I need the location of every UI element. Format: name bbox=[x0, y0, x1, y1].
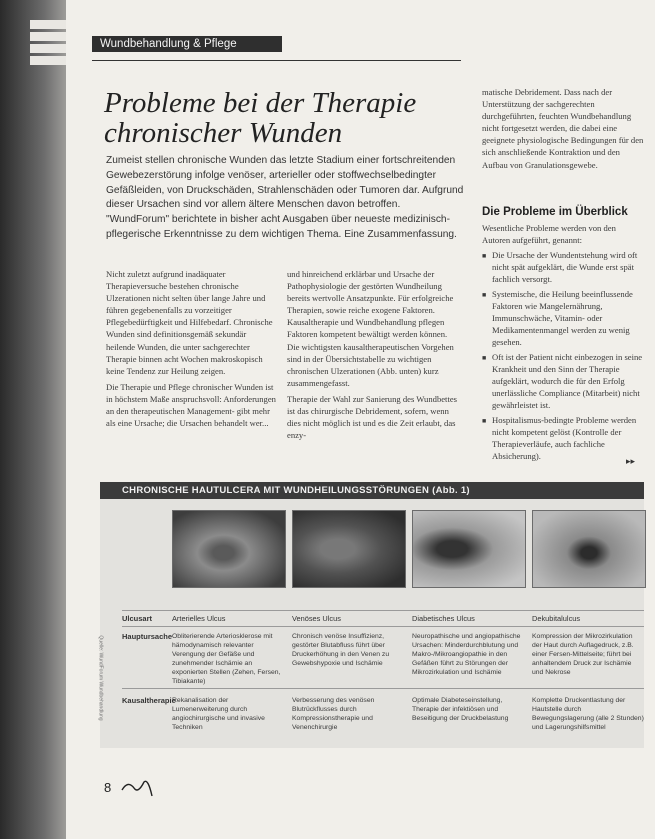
row-label-therapy: Kausaltherapie bbox=[122, 696, 176, 705]
ulcer-photo-decubitus bbox=[532, 510, 646, 588]
ulcer-photo-arterial bbox=[172, 510, 286, 588]
column-header: Arterielles Ulcus bbox=[172, 614, 226, 623]
figure-title bbox=[122, 482, 470, 499]
list-intro: Wesentliche Probleme werden von den Autoren aufgeführt, genannt: bbox=[482, 223, 616, 245]
body-column-1 bbox=[106, 268, 276, 433]
header-rule bbox=[92, 60, 461, 61]
list-item: ■ Systemische, die Heilung beeinflussende Faktoren wie Mangelernährung, Immunschwäche, Vitamin- oder Medikamentenmangel werden zu wenig gesehen. bbox=[492, 288, 644, 348]
list-item: ■ Oft ist der Patient nicht einbezogen in seine Krankheit und den Sinn der Therapie aufgeklärt, wodurch die für den Erfolg unerlässliche Compliance (Mitarbeit) nicht gewährleistet ist. bbox=[492, 351, 644, 411]
body-paragraph: Nicht zuletzt aufgrund inadäquater Therapieversuche bestehen chronische Ulzerationen nicht selten über lange Jahre und führen gegebenenfalls zu vorzeitiger Pflegebedürftigkeit und Hilfebedarf. Chronische Wunden sind definitionsgemäß sekundär heilende Wunden, die unter sachgerechter Therapie binnen acht Wochen makroskopisch keine Tendenz zur Heilung zeigen. bbox=[106, 269, 273, 376]
table-cell: Chronisch venöse Insuffizienz, gestörter Blutabfluss führt über Druckerhöhung in den Venen zu Gewebshypoxie und Ischämie bbox=[292, 633, 390, 667]
row-label-type: Ulcusart bbox=[122, 614, 153, 623]
title-line-1: Probleme bei der Therapie bbox=[104, 87, 417, 119]
body-column-3 bbox=[482, 86, 644, 175]
figure-title-text: CHRONISCHE HAUTULCERA MIT WUNDHEILUNGSSTÖRUNGEN bbox=[122, 485, 430, 496]
table-cell: Verbesserung des venösen Blutrückflusses durch Kompressionstherapie und Venenchirurgie bbox=[292, 697, 375, 731]
table-cell: Komplette Druckentlastung der Hautstelle durch Bewegungslagerung (alle 2 Stunden) und Lagerungshilfsmittel bbox=[532, 697, 644, 731]
pen-mark-icon bbox=[118, 776, 158, 800]
lead-paragraph: Zumeist stellen chronische Wunden das letzte Stadium einer fortschreitenden Gewebezerstörung infolge venöser, arterieller oder stoffwechselbedingter Gefäßleiden, von Druckschäden, Strahlenschäden oder Tumoren dar. Aufgrund dieser Ursachen sind vor allem ältere Menschen davon betroffen. "WundForum" berichtete in bisher acht Ausgaben über neueste medizinisch-pflegerische Erkenntnisse zu dem wichtigen Thema. Eine Zusammenfassung. bbox=[106, 155, 464, 240]
column-header: Venöses Ulcus bbox=[292, 614, 341, 623]
list-item: ■ Hospitalismus-bedingte Probleme werden nicht kompetent gelöst (Kontrolle der Therapieverläufe, auch fachliche Absicherung). bbox=[492, 414, 644, 462]
side-note-text: Quelle: WundForum Wundbehandlung bbox=[97, 635, 104, 721]
problem-list bbox=[482, 222, 644, 465]
column-header: Dekubitalulcus bbox=[532, 614, 581, 623]
figure-side-note bbox=[97, 630, 112, 730]
page-number: 8 bbox=[104, 780, 112, 795]
table-divider bbox=[122, 626, 644, 627]
section-label: Wundbehandlung & Pflege bbox=[100, 38, 237, 50]
figure-title-suffix: (Abb. 1) bbox=[432, 485, 470, 496]
table-cell: Kompression der Mikrozirkulation der Haut durch Auflagedruck, z.B. einer Fersen-Mittelseite; führt bei anhaltendem Druck zur Ischämie und Nekrose bbox=[532, 633, 634, 676]
list-item: ■ Die Ursache der Wundentstehung wird oft nicht spät aufgeklärt, die Wunde erst spät fachlich versorgt. bbox=[492, 249, 644, 285]
table-divider bbox=[122, 610, 644, 611]
table-cell: Optimale Diabeteseinstellung, Therapie der infektiösen und Beseitigung der Druckbelastung bbox=[412, 697, 509, 722]
title-line-2: chronischer Wunden bbox=[104, 117, 343, 149]
ulcer-photo-diabetic bbox=[412, 510, 526, 588]
column-header: Diabetisches Ulcus bbox=[412, 614, 475, 623]
row-label-cause: Hauptursache bbox=[122, 632, 173, 641]
continue-arrow-icon: ▸▸ bbox=[626, 456, 636, 466]
table-cell: Obliterierende Arteriosklerose mit hämodynamisch relevanter Verengung der Gefäße und zunehmender Ischämie an exponierten Stellen (Zehen, Fersen, Tibiakante) bbox=[172, 633, 281, 685]
body-paragraph: und hinreichend erklärbar und Ursache der Pathophysiologie der gestörten Wundheilung bereits wertvolle Ansatzpunkte. Für erfolgreiche Therapien, sowie reiche exogene Faktoren. Kausaltherapie und Wundbehandlung pflegen Faktoren kompetent bewältigt werden können. Die wichtigsten kausaltherapeutischen Vorgehen sind in der Übersichtstabelle zu wichtigen chronischen Ulzerationen (Abb. unten) kurz zusammengefasst. bbox=[287, 269, 454, 388]
subheading: Die Probleme im Überblick bbox=[482, 206, 628, 218]
body-paragraph: matische Debridement. Dass nach der Unterstützung der sachgerechten durchgeführten, feuchten Wundbehandlung nicht fortgesetzt werden, die dabei eine geeignete physiologische Bedingungen für den sich anschließende Kontraktion und den Aufbau von Granulationsgewebe. bbox=[482, 87, 644, 170]
table-divider bbox=[122, 688, 644, 689]
table-cell: Rekanalisation der Lumenerweiterung durch angiochirurgische und invasive Techniken bbox=[172, 697, 265, 731]
body-column-2 bbox=[287, 268, 459, 445]
ulcer-photo-venous bbox=[292, 510, 406, 588]
body-paragraph: Therapie der Wahl zur Sanierung des Wundbettes ist das chirurgische Debridement, sofern, wenn dies nicht möglich ist und es die Zeit erlaubt, das enzy- bbox=[287, 393, 457, 441]
body-paragraph: Die Therapie und Pflege chronischer Wunden ist in höchstem Maße anspruchsvoll: Anforderungen an den therapeutischen Management- gibt mehr als eine Ursache; die Ursachen behandelt wer... bbox=[106, 381, 276, 429]
figure-box bbox=[97, 482, 644, 748]
table-cell: Neuropathische und angiopathische Ursachen: Minderdurchblutung und Makro-/Mikroangiopathie in den Gefäßen führt zu Störungen der Mikrozirkulation und Ischämie bbox=[412, 633, 521, 676]
article-title bbox=[104, 88, 464, 148]
